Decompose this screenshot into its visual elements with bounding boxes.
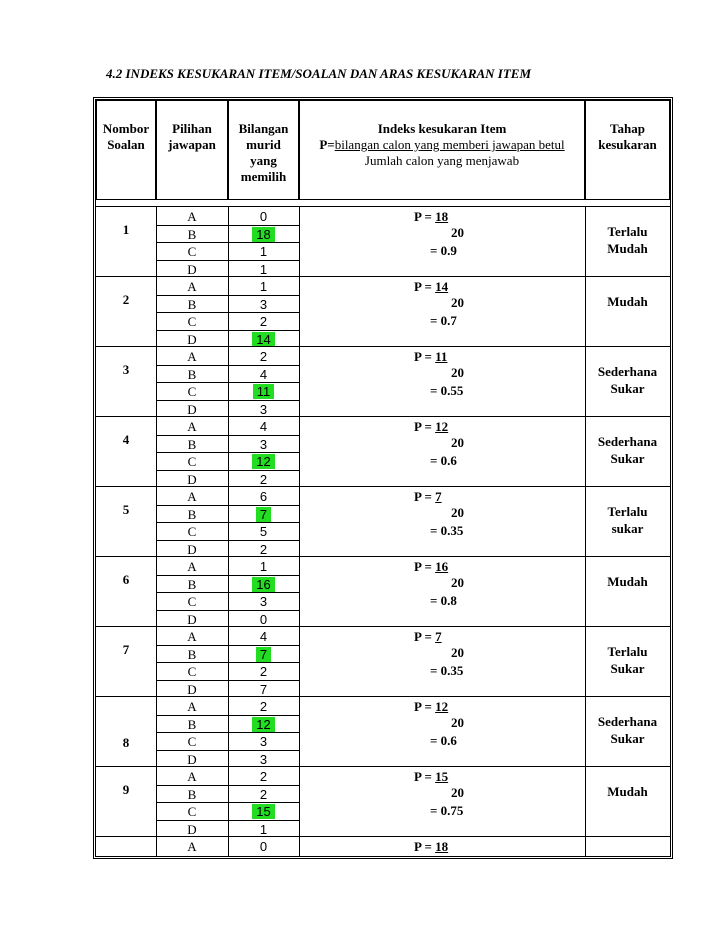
count-value: 5 — [259, 524, 268, 539]
p-equation — [414, 699, 448, 715]
answer-count — [228, 611, 299, 628]
p-equation — [414, 489, 442, 505]
item-block — [96, 346, 670, 416]
option-label: B — [187, 366, 197, 382]
header-text: Bilangan — [238, 121, 289, 136]
p-numerator: 11 — [435, 349, 448, 364]
section-heading: 4.2 INDEKS KESUKARAN ITEM/SOALAN DAN ARAS KESUKARAN ITEM — [106, 66, 532, 81]
p-equation — [414, 419, 448, 435]
column-divider — [299, 837, 300, 856]
p-value: = 0.7 — [430, 313, 457, 328]
option-label: D — [187, 541, 197, 557]
header-text: kesukaran — [598, 137, 657, 152]
header-text: Tahap — [610, 121, 645, 136]
column-divider — [299, 697, 300, 766]
count-value: 4 — [259, 629, 268, 644]
answer-count — [228, 471, 299, 488]
option-label: A — [187, 699, 197, 714]
count-value: 1 — [259, 279, 268, 294]
formula-numerator: bilangan calon yang memberi jawapan betul — [334, 137, 565, 152]
answer-count — [228, 331, 299, 348]
option-label: A — [187, 559, 197, 574]
count-value: 2 — [259, 664, 268, 679]
header-text: yang — [250, 153, 277, 168]
option-label: D — [187, 471, 197, 487]
difficulty-text: Sederhana — [597, 364, 658, 379]
answer-count — [228, 628, 299, 645]
answer-count — [228, 296, 299, 313]
option-label: C — [187, 804, 197, 819]
answer-count — [228, 838, 299, 855]
column-divider — [585, 837, 586, 856]
count-value: 2 — [259, 541, 268, 557]
option-label: A — [187, 489, 197, 504]
option-label: A — [187, 769, 197, 784]
header-text: memilih — [240, 169, 287, 184]
p-numerator: 18 — [435, 209, 449, 224]
table-header — [96, 100, 670, 206]
p-label: P = — [414, 349, 432, 364]
difficulty-text: Sukar — [610, 661, 645, 676]
p-denominator: 20 — [451, 575, 464, 590]
p-equation — [414, 559, 448, 575]
answer-count — [228, 821, 299, 838]
p-numerator: 15 — [435, 769, 449, 784]
difficulty-level — [585, 293, 670, 310]
p-equation — [414, 279, 448, 295]
p-label: P = — [414, 489, 432, 504]
difficulty-level — [585, 713, 670, 747]
p-denominator: 20 — [451, 225, 464, 240]
item-block — [96, 696, 670, 766]
count-value: 6 — [259, 489, 268, 504]
header-nombor-soalan — [96, 100, 156, 200]
p-label: P = — [414, 559, 432, 574]
correct-answer-count: 12 — [252, 717, 274, 732]
header-indeks-kesukaran — [299, 100, 585, 200]
column-divider — [585, 277, 586, 346]
difficulty-text: Mudah — [607, 294, 648, 309]
count-value: 0 — [259, 209, 268, 224]
answer-count — [228, 261, 299, 278]
column-divider — [299, 277, 300, 346]
option-label: B — [187, 786, 197, 802]
answer-count — [228, 383, 299, 400]
answer-count — [228, 541, 299, 558]
p-numerator: 12 — [435, 419, 449, 434]
p-value: = 0.9 — [430, 243, 457, 258]
p-value: = 0.55 — [430, 383, 464, 398]
p-label: P = — [414, 699, 432, 714]
header-formula: P=bilangan calon yang memberi jawapan betul — [319, 137, 565, 152]
count-value: 1 — [259, 821, 268, 837]
answer-count — [228, 593, 299, 610]
option-label: D — [187, 261, 197, 277]
option-label: B — [187, 226, 197, 242]
answer-count — [228, 348, 299, 365]
column-divider — [299, 417, 300, 486]
answer-count — [228, 768, 299, 785]
difficulty-text: Sukar — [610, 451, 645, 466]
correct-answer-count: 7 — [256, 507, 271, 522]
p-numerator: 7 — [435, 489, 442, 504]
answer-count — [228, 733, 299, 750]
p-numerator: 12 — [435, 699, 449, 714]
answer-count — [228, 313, 299, 330]
count-value: 3 — [259, 594, 268, 609]
answer-count — [228, 716, 299, 733]
item-block — [96, 206, 670, 276]
p-denominator: 20 — [451, 435, 464, 450]
header-text: Nombor — [102, 121, 150, 136]
count-value: 0 — [259, 839, 268, 854]
option-label: A — [187, 349, 197, 364]
correct-answer-count: 18 — [252, 227, 274, 242]
p-equation — [414, 349, 447, 365]
count-value: 1 — [259, 559, 268, 574]
p-equation — [414, 769, 448, 785]
p-denominator: 20 — [451, 295, 464, 310]
option-label: A — [187, 839, 197, 854]
answer-count — [228, 698, 299, 715]
option-label: C — [187, 384, 197, 399]
p-equation — [414, 209, 448, 225]
header-pilihan-jawapan — [156, 100, 228, 200]
answer-count — [228, 418, 299, 435]
p-label: P = — [414, 209, 432, 224]
count-value: 3 — [259, 436, 268, 452]
option-label: B — [187, 436, 197, 452]
p-numerator: 7 — [435, 629, 442, 644]
p-label: P = — [414, 629, 432, 644]
difficulty-level — [585, 643, 670, 677]
p-value: = 0.35 — [430, 663, 464, 678]
column-divider — [299, 767, 300, 836]
formula-denominator: Jumlah calon yang menjawab — [364, 153, 520, 168]
option-label: C — [187, 454, 197, 469]
count-value: 2 — [259, 699, 268, 714]
option-label: D — [187, 751, 197, 767]
item-block — [96, 626, 670, 696]
count-value: 7 — [259, 681, 268, 697]
header-text: Soalan — [107, 137, 145, 152]
question-number: 1 — [122, 222, 130, 237]
answer-count — [228, 576, 299, 593]
header-text: murid — [246, 137, 281, 152]
count-value: 2 — [259, 786, 268, 802]
question-number: 3 — [122, 362, 130, 377]
count-value: 0 — [259, 611, 268, 627]
answer-count — [228, 681, 299, 698]
correct-answer-count: 11 — [253, 384, 275, 399]
option-label: B — [187, 506, 197, 522]
count-value: 3 — [259, 751, 268, 767]
option-label: A — [187, 209, 197, 224]
count-value: 2 — [259, 769, 268, 784]
option-label: C — [187, 594, 197, 609]
answer-count — [228, 523, 299, 540]
answer-count — [228, 243, 299, 260]
count-value: 2 — [259, 349, 268, 364]
p-denominator: 20 — [451, 715, 464, 730]
option-label: B — [187, 296, 197, 312]
p-numerator: 18 — [435, 839, 449, 854]
question-number: 5 — [122, 502, 130, 517]
option-label: C — [187, 524, 197, 539]
header-bilangan-murid — [228, 100, 299, 200]
p-equation — [414, 839, 448, 855]
p-label: P = — [414, 419, 432, 434]
option-label: D — [187, 611, 197, 627]
question-number: 8 — [122, 735, 130, 750]
option-label: C — [187, 244, 197, 259]
answer-count — [228, 803, 299, 820]
difficulty-text: Terlalu — [607, 644, 648, 659]
difficulty-level — [585, 573, 670, 590]
difficulty-text: Mudah — [607, 784, 648, 799]
difficulty-text: Mudah — [607, 574, 648, 589]
p-numerator: 16 — [435, 559, 449, 574]
header-text: jawapan — [168, 137, 216, 152]
p-value: = 0.75 — [430, 803, 464, 818]
correct-answer-count: 15 — [252, 804, 274, 819]
correct-answer-count: 16 — [252, 577, 274, 592]
option-label: A — [187, 279, 197, 294]
count-value: 4 — [259, 419, 268, 434]
difficulty-text: Mudah — [607, 241, 648, 256]
answer-count — [228, 436, 299, 453]
difficulty-text: Terlalu — [607, 224, 648, 239]
count-value: 1 — [259, 244, 268, 259]
column-divider — [299, 487, 300, 556]
answer-count — [228, 786, 299, 803]
answer-count — [228, 208, 299, 225]
answer-count — [228, 646, 299, 663]
difficulty-level — [585, 503, 670, 537]
correct-answer-count: 14 — [252, 332, 274, 347]
item-block — [96, 486, 670, 556]
count-value: 2 — [259, 314, 268, 329]
count-value: 1 — [259, 261, 268, 277]
option-label: D — [187, 401, 197, 417]
column-divider — [299, 207, 300, 276]
p-value: = 0.6 — [430, 453, 457, 468]
count-value: 3 — [259, 734, 268, 749]
option-label: D — [187, 681, 197, 697]
difficulty-text: Sederhana — [597, 714, 658, 729]
difficulty-text: Terlalu — [607, 504, 648, 519]
question-number: 7 — [122, 642, 130, 657]
p-label: P = — [414, 839, 432, 854]
column-divider — [299, 347, 300, 416]
difficulty-text: sukar — [611, 521, 644, 536]
difficulty-level — [585, 363, 670, 397]
p-value: = 0.35 — [430, 523, 464, 538]
header-tahap-kesukaran — [585, 100, 670, 200]
answer-count — [228, 488, 299, 505]
p-denominator: 20 — [451, 645, 464, 660]
header-title: Indeks kesukaran Item — [377, 121, 507, 136]
count-value: 3 — [259, 296, 268, 312]
option-label: A — [187, 419, 197, 434]
difficulty-text: Sederhana — [597, 434, 658, 449]
item-block — [96, 766, 670, 836]
p-numerator: 14 — [435, 279, 449, 294]
p-denominator: 20 — [451, 505, 464, 520]
p-value: = 0.8 — [430, 593, 457, 608]
answer-count — [228, 751, 299, 768]
option-label: B — [187, 576, 197, 592]
answer-count — [228, 278, 299, 295]
p-equation — [414, 629, 442, 645]
column-divider — [585, 767, 586, 836]
difficulty-level — [585, 783, 670, 800]
count-value: 3 — [259, 401, 268, 417]
answer-count — [228, 226, 299, 243]
question-number: 6 — [122, 572, 130, 587]
difficulty-text: Sukar — [610, 731, 645, 746]
option-label: D — [187, 821, 197, 837]
item-block — [96, 556, 670, 626]
p-label: P = — [414, 769, 432, 784]
item-block — [96, 416, 670, 486]
question-number: 9 — [122, 782, 130, 797]
option-label: C — [187, 734, 197, 749]
column-divider — [299, 627, 300, 696]
answer-count — [228, 401, 299, 418]
difficulty-text: Sukar — [610, 381, 645, 396]
count-value: 2 — [259, 471, 268, 487]
answer-count — [228, 558, 299, 575]
header-text: Pilihan — [172, 121, 212, 136]
p-denominator: 20 — [451, 785, 464, 800]
question-number: 4 — [122, 432, 130, 447]
question-number: 2 — [122, 292, 130, 307]
option-label: A — [187, 629, 197, 644]
column-divider — [299, 557, 300, 626]
answer-count — [228, 453, 299, 470]
item-block-partial — [96, 836, 670, 856]
option-label: C — [187, 314, 197, 329]
count-value: 4 — [259, 366, 268, 382]
answer-count — [228, 663, 299, 680]
option-label: C — [187, 664, 197, 679]
p-denominator: 20 — [451, 365, 464, 380]
answer-count — [228, 366, 299, 383]
option-label: B — [187, 646, 197, 662]
correct-answer-count: 7 — [256, 647, 271, 662]
column-divider — [585, 557, 586, 626]
p-value: = 0.6 — [430, 733, 457, 748]
p-label: P = — [414, 279, 432, 294]
difficulty-level — [585, 433, 670, 467]
difficulty-level — [585, 223, 670, 257]
correct-answer-count: 12 — [252, 454, 274, 469]
option-label: D — [187, 331, 197, 347]
answer-count — [228, 506, 299, 523]
item-block — [96, 276, 670, 346]
option-label: B — [187, 716, 197, 732]
